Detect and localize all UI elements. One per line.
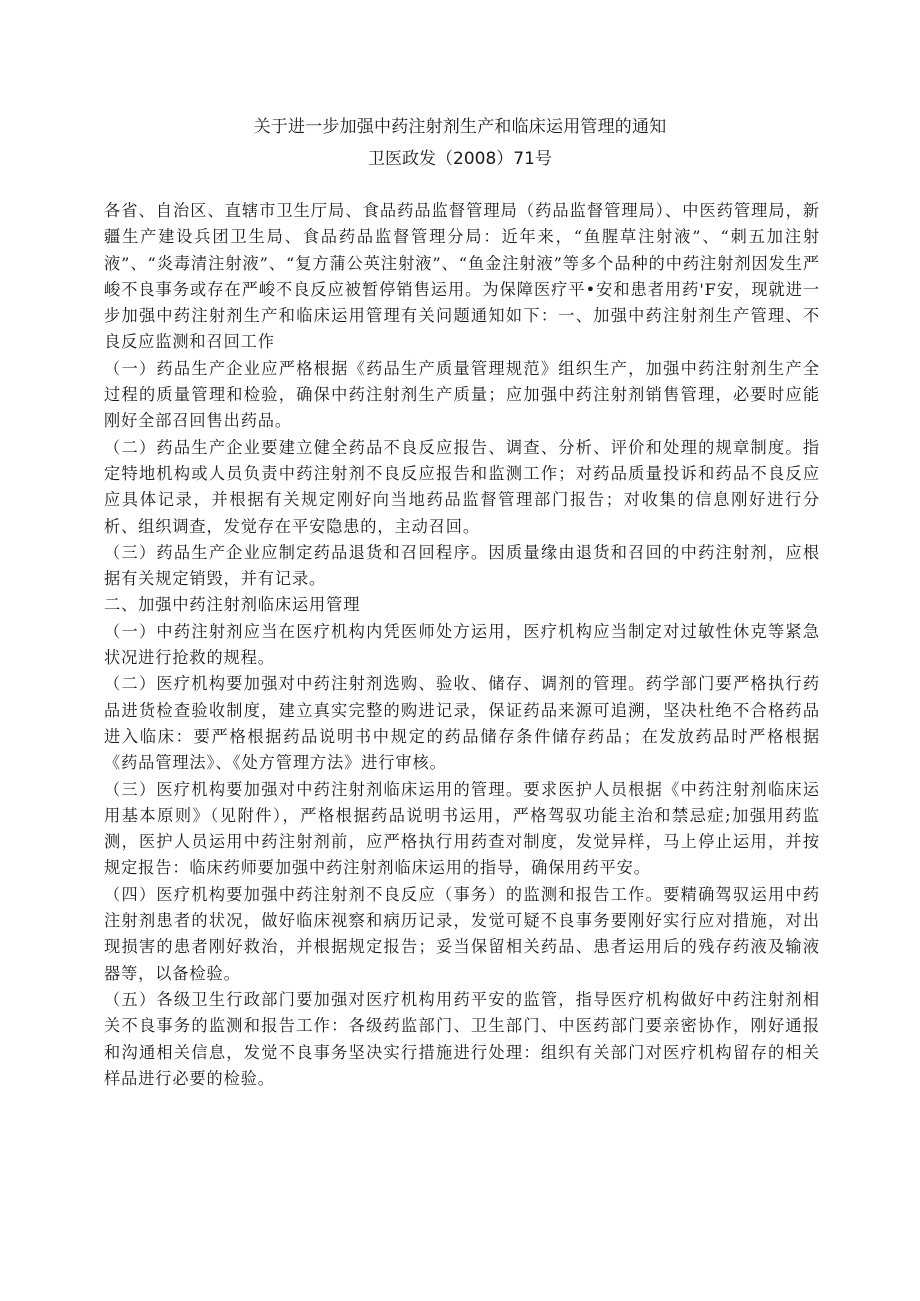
paragraph-1-1: （一）药品生产企业应严格根据《药品生产质量管理规范》组织生产，加强中药注射剂生产全过程的质量管理和检验，确保中药注射剂生产质量；应加强中药注射剂销售管理，必要时应能刚好全部召回售出药品。: [104, 358, 820, 431]
paragraph-1-2: （二）药品生产企业要建立健全药品不良反应报告、调查、分析、评价和处理的规章制度。指定特地机构或人员负责中药注射剂不良反应报告和监测工作；对药品质量投诉和药品不良反应应具体记录，并根据有关规定刚好向当地药品监督管理部门报告；对收集的信息刚好进行分析、组织调查，发觉存在平安隐患的，主动召回。: [104, 437, 820, 536]
paragraph-1-3: （三）药品生产企业应制定药品退货和召回程序。因质量缘由退货和召回的中药注射剂，应根据有关规定销毁，并有记录。: [104, 542, 820, 589]
paragraph-2-3: （三）医疗机构要加强对中药注射剂临床运用的管理。要求医护人员根据《中药注射剂临床运用基本原则》（见附件），严格根据药品说明书运用，严格驾驭功能主治和禁忌症;加强用药监测，医护人员运用中药注射剂前，应严格执行用药查对制度，发觉异样，马上停止运用，并按规定报告：临床药师要加强中药注射剂临床运用的指导，确保用药平安。: [104, 779, 820, 878]
document-title: 关于进一步加强中药注射剂生产和临床运用管理的通知: [253, 117, 667, 137]
paragraph-intro: 各省、自治区、直辖市卫生厅局、食品药品监督管理局（药品监督管理局）、中医药管理局，新疆生产建设兵团卫生局、食品药品监督管理分局：近年来，“鱼腥草注射液”、“刺五加注射液”、“炎毒清注射液”、“复方蒲公英注射液”、“鱼金注射液”等多个品种的中药注射剂因发生严峻不良事务或存在严峻不良反应被暂停销售运用。为保障医疗平•安和患者用药'F安，现就进一步加强中药注射剂生产和临床运用管理有关问题通知如下：一、加强中药注射剂生产管理、不良反应监测和召回工作: [104, 201, 820, 352]
paragraph-2-5: （五）各级卫生行政部门要加强对医疗机构用药平安的监管，指导医疗机构做好中药注射剂相关不良事务的监测和报告工作：各级药监部门、卫生部门、中医药部门要亲密协作，刚好通报和沟通相关信息，发觉不良事务坚决实行措施进行处理：组织有关部门对医疗机构留存的相关样品进行必要的检验。: [104, 989, 820, 1088]
paragraph-2-2: （二）医疗机构要加强对中药注射剂选购、验收、储存、调剂的管理。药学部门要严格执行药品进货检查验收制度，建立真实完整的购进记录，保证药品来源可追溯，坚决杜绝不合格药品进入临床：要严格根据药品说明书中规定的药品储存条件储存药品；在发放药品时严格根据《药品管理法》、《处方管理方法》进行审核。: [104, 674, 820, 773]
section-heading-2: 二、加强中药注射剂临床运用管理: [104, 595, 361, 615]
document-body: [104, 198, 820, 1092]
paragraph-2-1: （一）中药注射剂应当在医疗机构内凭医师处方运用，医疗机构应当制定对过敏性休克等紧急状况进行抢救的规程。: [104, 621, 820, 668]
document-number: 卫医政发（2008）71号: [368, 149, 552, 169]
paragraph-2-4: （四）医疗机构要加强中药注射剂不良反应（事务）的监测和报告工作。要精确驾驭运用中药注射剂患者的状况，做好临床视察和病历记录，发觉可疑不良事务要刚好实行应对措施，对出现损害的患者刚好救治，并根据规定报告；妥当保留相关药品、患者运用后的残存药液及输液器等，以备检验。: [104, 884, 820, 983]
